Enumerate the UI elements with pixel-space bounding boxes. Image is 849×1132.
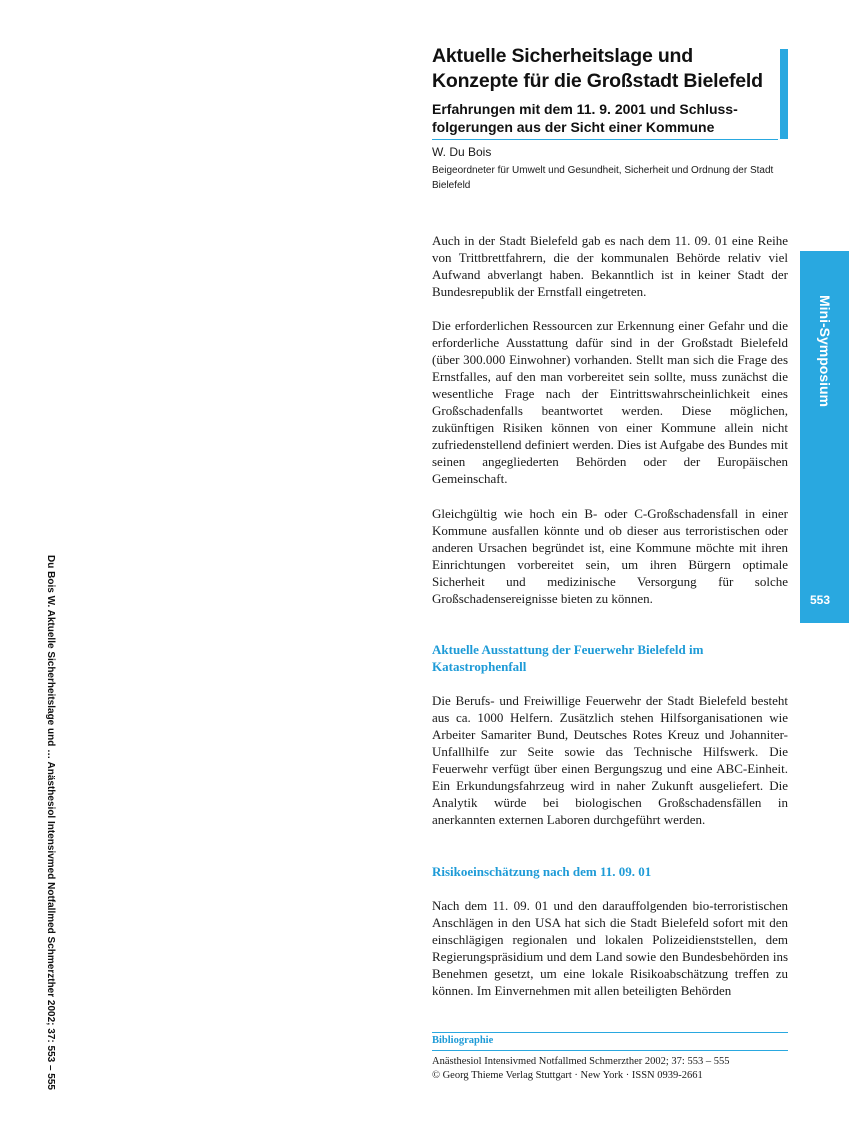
author: W. Du Bois (432, 145, 492, 159)
bibliography-rule-bottom (432, 1050, 788, 1051)
paragraph-3 (432, 505, 788, 607)
article-title: Aktuelle Sicherheitslage und Konzepte für die Großstadt Bielefeld (432, 45, 763, 92)
title-accent-bar (780, 49, 788, 139)
bibliography-citation: Anästhesiol Intensivmed Notfallmed Schmerzther 2002; 37: 553 – 555 (432, 1056, 730, 1067)
affiliation: Beigeordneter für Umwelt und Gesundheit, Sicherheit und Ordnung der Stadt Bielefeld (432, 165, 774, 191)
page-number: 553 (809, 593, 831, 607)
section-heading-risk: Risikoeinschätzung nach dem 11. 09. 01 (432, 864, 652, 879)
paragraph-1 (432, 232, 788, 300)
section-heading-equipment: Aktuelle Ausstattung der Feuerwehr Bielefeld im Katastrophenfall (432, 642, 704, 674)
paragraph-2-text: Die erforderlichen Ressourcen zur Erkennung einer Gefahr und die erforderliche Ausstattung dafür sind in der Großstadt Bielefeld (über 300.000 Einwohner) vorhanden. Stellt man sich die Frage des Ernstfalles, auf den man vorbereitet sein sollte, muss zunächst die wesentliche Frage nach der Eintrittswahrscheinlichkeit eines Großschadenfalls beantwortet werden. Diese möglichen, zukünftigen Risiken können von einer Kommune allein nicht zufriedenstellend definiert werden. Dies ist Aufgabe des Bundes mit seinen angegliederten Behörden oder der Europäischen Gemeinschaft. (432, 318, 788, 486)
section-tab-label (800, 251, 849, 451)
paragraph-2 (432, 317, 788, 487)
bibliography-heading: Bibliographie (432, 1035, 494, 1046)
paragraph-5-text: Nach dem 11. 09. 01 und den darauffolgenden bio-terroristischen Anschlägen in den USA hat sich die Stadt Bielefeld sofort mit den einschlägigen regionalen und lokalen Polizeidienststellen, dem Regierungspräsidium und dem Land sowie den Bundesbehörden ins Benehmen gesetzt, um eine lokale Risikoabschätzung treffen zu können. Im Einvernehmen mit allen beteiligten Behörden (432, 898, 788, 998)
paragraph-4-text: Die Berufs- und Freiwillige Feuerwehr der Stadt Bielefeld besteht aus ca. 1000 Helfern. Zusätzlich stehen Hilfsorganisationen wie Arbeiter Samariter Bund, Deutsches Rotes Kreuz und Johanniter-Unfallhilfe zur Seite sowie das Technische Hilfswerk. Die Feuerwehr verfügt über einen Bergungszug und eine ABC-Einheit. Ein Erkundungsfahrzeug wird in naher Zukunft ausgeliefert. Die Analytik würde bei biologischen Großschadensfällen in anerkannten externen Laboren durchgeführt werden. (432, 693, 788, 827)
paragraph-4 (432, 692, 788, 828)
side-citation-text: Du Bois W. Aktuelle Sicherheitslage und … Anästhesiol Intensivmed Notfallmed Schmerzther 2002; 37: 553 – 555 (44, 554, 56, 1090)
title-block (432, 44, 778, 140)
paragraph-3-text: Gleichgültig wie hoch ein B- oder C-Großschadensfall in einer Kommune ausfallen könnte und ob dieser aus terroristischen oder anderen Ursachen begründet ist, eine Kommune möchte mit ihren Einrichtungen vorbereitet sein, um ihren Bürgern optimale Sicherheit und medizinische Versorgung für solche Großschadensereignisse bieten zu können. (432, 506, 788, 606)
side-citation (41, 554, 59, 1090)
paragraph-5 (432, 897, 788, 999)
section-tab-label-text: Mini-Symposium (816, 294, 833, 408)
paragraph-1-text: Auch in der Stadt Bielefeld gab es nach dem 11. 09. 01 eine Reihe von Trittbrettfahrern, die der kommunalen Behörde relativ viel Aufwand abverlangt haben. Bekanntlich ist in keiner Stadt der Bundesrepublik der Ernstfall eingetreten. (432, 233, 788, 299)
article-subtitle: Erfahrungen mit dem 11. 9. 2001 und Schlussfolgerungen aus der Sicht einer Kommune (432, 101, 738, 135)
bibliography-publisher: © Georg Thieme Verlag Stuttgart · New York · ISSN 0939-2661 (432, 1070, 703, 1081)
bibliography-rule-top (432, 1032, 788, 1033)
